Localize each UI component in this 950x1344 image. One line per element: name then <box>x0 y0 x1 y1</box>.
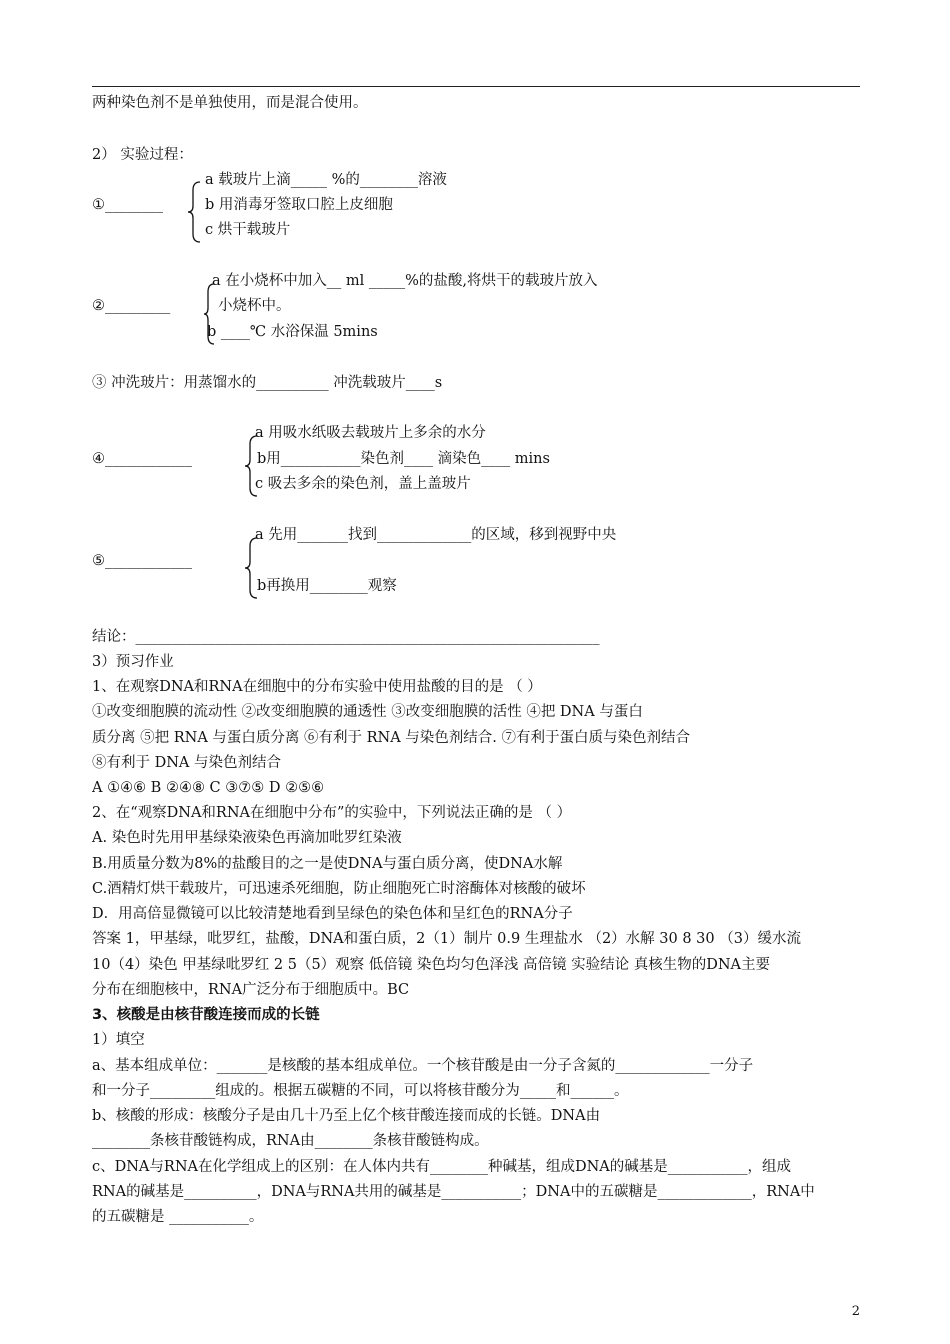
text-line: 的五碳糖是 ___________。 <box>92 1209 264 1225</box>
text-line: 和一分子_________组成的。根据五碳糖的不同，可以将核苷酸分为_____和______。 <box>92 1083 629 1099</box>
text-line: c、DNA与RNA在化学组成上的区别：在人体内共有________种碱基，组成DNA的碱基是___________，组成 <box>92 1159 792 1175</box>
text-line: 2、在“观察DNA和RNA在细胞中分布”的实验中，下列说法正确的是 （ ） <box>92 805 572 821</box>
text-line: 3、核酸是由核苷酸连接而成的长链 <box>92 1007 320 1023</box>
text-line: ③ 冲洗玻片：用蒸馏水的__________ 冲洗载玻片____s <box>92 375 443 391</box>
text-line: b再换用________观察 <box>257 578 397 594</box>
text-line: a 先用_______找到_____________的区域，移到视野中央 <box>255 527 617 543</box>
text-line: 质分离 ⑤把 RNA 与蛋白质分离 ⑥有利于 RNA 与染色剂结合. ⑦有利于蛋白质与染色剂结合 <box>92 730 691 746</box>
text-line: ⑧有利于 DNA 与染色剂结合 <box>92 755 282 771</box>
text-line: ①________ <box>92 197 163 213</box>
text-line: c 吸去多余的染色剂，盖上盖玻片 <box>255 476 471 492</box>
brace-step1 <box>187 180 201 244</box>
text-line: B.用质量分数为8%的盐酸目的之一是使DNA与蛋白质分离，使DNA水解 <box>92 856 563 872</box>
text-line: c 烘干载玻片 <box>205 222 291 238</box>
header-rule <box>92 86 860 87</box>
page-number: 2 <box>851 1304 860 1319</box>
text-line: ①改变细胞膜的流动性 ②改变细胞膜的通透性 ③改变细胞膜的活性 ④把 DNA 与蛋白 <box>92 704 643 720</box>
text-line: b 用消毒牙签取口腔上皮细胞 <box>205 197 393 213</box>
text-line: 两种染色剂不是单独使用，而是混合使用。 <box>92 95 368 111</box>
text-line: A. 染色时先用甲基绿染液染色再滴加吡罗红染液 <box>92 830 402 846</box>
text-line: a、基本组成单位：_______是核酸的基本组成单位。一个核苷酸是由一分子含氮的_____________一分子 <box>92 1058 754 1074</box>
text-line: 3）预习作业 <box>92 654 174 670</box>
text-line: 2） 实验过程： <box>92 147 193 163</box>
text-line: 1、在观察DNA和RNA在细胞中的分布实验中使用盐酸的目的是 （ ） <box>92 679 542 695</box>
text-line: D．用高倍显微镜可以比较清楚地看到呈绿色的染色体和呈红色的RNA分子 <box>92 906 573 922</box>
text-line: RNA的碱基是__________，DNA与RNA共用的碱基是___________；DNA中的五碳糖是_____________，RNA中 <box>92 1184 815 1200</box>
text-line: a 载玻片上滴_____ %的________溶液 <box>205 172 447 188</box>
text-line: ④____________ <box>92 451 192 467</box>
text-line: ②_________ <box>92 298 171 314</box>
text-line: b ____℃ 水浴保温 5mins <box>207 324 378 340</box>
text-line: 分布在细胞核中，RNA广泛分布于细胞质中。BC <box>92 982 410 998</box>
text-line: 小烧杯中。 <box>218 298 291 314</box>
text-line: 1）填空 <box>92 1032 145 1048</box>
brace-step4 <box>244 434 258 498</box>
text-line: ⑤____________ <box>92 553 192 569</box>
text-line: a 用吸水纸吸去载玻片上多余的水分 <box>255 425 486 441</box>
text-line: 10（4）染色 甲基绿吡罗红 2 5（5）观察 低倍镜 染色均匀色泽浅 高倍镜 实验结论 真核生物的DNA主要 <box>92 957 771 973</box>
text-line: ________条核苷酸链构成，RNA由________条核苷酸链构成。 <box>92 1133 489 1149</box>
brace-step5 <box>244 536 258 600</box>
text-line: b、核酸的形成：核酸分子是由几十乃至上亿个核苷酸连接而成的长链。DNA由 <box>92 1108 601 1124</box>
brace-step2 <box>203 282 215 346</box>
text-line: 答案 1，甲基绿，吡罗红，盐酸，DNA和蛋白质，2（1）制片 0.9 生理盐水 （2）水解 30 8 30 （3）缓水流 <box>92 931 801 947</box>
text-line: A ①④⑥ B ②④⑧ C ③⑦⑤ D ②⑤⑥ <box>92 780 325 796</box>
text-line: b用___________染色剂____ 滴染色____ mins <box>257 451 550 467</box>
text-line: C.酒精灯烘干载玻片，可迅速杀死细胞，防止细胞死亡时溶酶体对核酸的破坏 <box>92 881 586 897</box>
text-line: a 在小烧杯中加入__ ml _____%的盐酸,将烘干的载玻片放入 <box>212 273 598 289</box>
text-line: 结论：________________________________________________________________ <box>92 629 600 645</box>
